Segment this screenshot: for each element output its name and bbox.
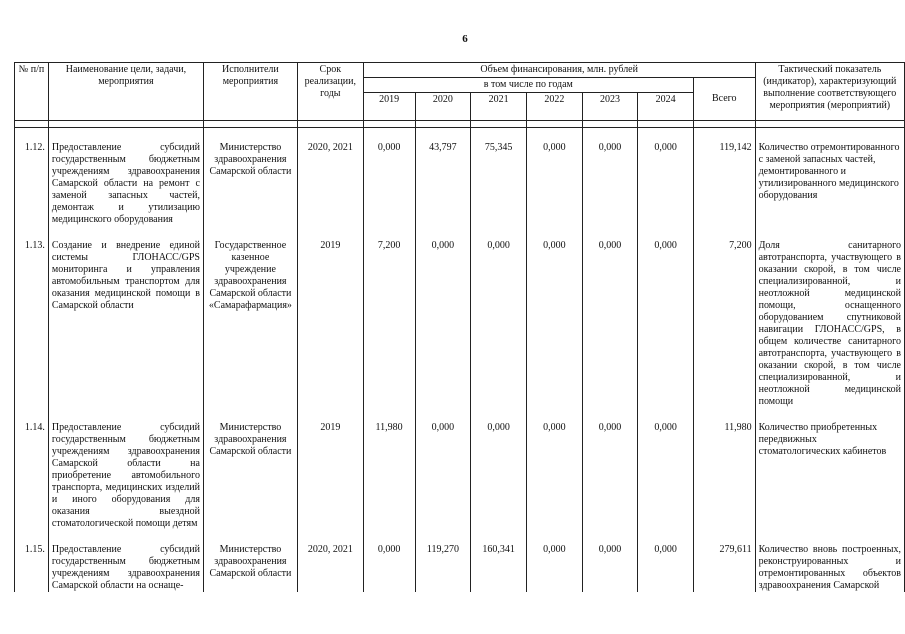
row-value-2020: 0,000 (415, 226, 471, 408)
row-indicator: Доля санитарного автотранспорта, участвующего в оказании скорой, в том числе специализированной, и неотложной медицинской помощи, оснащенного оборудованием спутниковой навигации ГЛОНАСС/GPS, в общем количестве санитарного автотранспорта, участвующего в оказании скорой, в том числе специализированной, и неотложной медицинской помощи (755, 226, 904, 408)
header-year: 2024 (638, 93, 694, 121)
row-name: Предоставление субсидий государственным бюджетным учреждениям здравоохранения Самарской области на приобретение автомобильного транспорта, медицинских изделий и иного оборудования для оказания выездной стоматологической помощи детям (48, 408, 203, 530)
row-value-2021: 0,000 (471, 408, 527, 530)
row-value-2023: 0,000 (582, 226, 638, 408)
row-executor: Министерство здравоохранения Самарской области (203, 408, 297, 530)
row-term: 2019 (297, 408, 363, 530)
program-table (14, 62, 905, 592)
row-value-2024: 0,000 (638, 408, 694, 530)
row-value-2019: 7,200 (363, 226, 415, 408)
row-value-2022: 0,000 (527, 128, 583, 227)
row-value-2024: 0,000 (638, 530, 694, 592)
table-row (15, 226, 905, 408)
row-value-2022: 0,000 (527, 408, 583, 530)
row-value-2019: 0,000 (363, 128, 415, 227)
header-year: 2022 (527, 93, 583, 121)
row-value-2023: 0,000 (582, 128, 638, 227)
header-name: Наименование цели, задачи, мероприятия (48, 63, 203, 121)
header-funding: Объем финансирования, млн. рублей (363, 63, 755, 78)
row-value-2024: 0,000 (638, 128, 694, 227)
table-row (15, 530, 905, 592)
header-by-years: в том числе по годам (363, 78, 693, 93)
row-number: 1.15. (15, 530, 49, 592)
row-value-2021: 75,345 (471, 128, 527, 227)
row-total: 119,142 (693, 128, 755, 227)
row-value-2023: 0,000 (582, 408, 638, 530)
row-value-2020: 43,797 (415, 128, 471, 227)
row-value-2020: 119,270 (415, 530, 471, 592)
header-year: 2023 (582, 93, 638, 121)
header-indicator: Тактический показатель (индикатор), характеризующий выполнение соответствующего мероприятия (мероприятий) (755, 63, 904, 121)
row-value-2022: 0,000 (527, 530, 583, 592)
row-indicator: Количество приобретенных передвижных стоматологических кабинетов (755, 408, 904, 530)
row-executor: Государственное казенное учреждение здравоохранения Самарской области «Самарафармация» (203, 226, 297, 408)
row-name: Предоставление субсидий государственным бюджетным учреждениям здравоохранения Самарской области на оснаще- (48, 530, 203, 592)
row-number: 1.14. (15, 408, 49, 530)
header-num: № п/п (15, 63, 49, 121)
row-total: 11,980 (693, 408, 755, 530)
header-total: Всего (693, 78, 755, 121)
row-indicator: Количество отремонтированного с заменой запасных частей, демонтированного и утилизированного медицинского оборудования (755, 128, 904, 227)
table-row (15, 408, 905, 530)
row-term: 2020, 2021 (297, 128, 363, 227)
row-executor: Министерство здравоохранения Самарской области (203, 530, 297, 592)
row-executor: Министерство здравоохранения Самарской области (203, 128, 297, 227)
row-total: 279,611 (693, 530, 755, 592)
row-indicator: Количество вновь построенных, реконструированных и отремонтированных объектов здравоохранения Самарской (755, 530, 904, 592)
row-value-2019: 11,980 (363, 408, 415, 530)
row-value-2022: 0,000 (527, 226, 583, 408)
header-year: 2019 (363, 93, 415, 121)
row-value-2021: 0,000 (471, 226, 527, 408)
row-value-2021: 160,341 (471, 530, 527, 592)
row-number: 1.13. (15, 226, 49, 408)
row-value-2019: 0,000 (363, 530, 415, 592)
row-value-2024: 0,000 (638, 226, 694, 408)
header-year: 2020 (415, 93, 471, 121)
row-value-2023: 0,000 (582, 530, 638, 592)
row-number: 1.12. (15, 128, 49, 227)
header-term: Срок реализации, годы (297, 63, 363, 121)
row-total: 7,200 (693, 226, 755, 408)
page-number: 6 (462, 33, 468, 45)
row-name: Создание и внедрение единой системы ГЛОНАСС/GPS мониторинга и управления автомобильным транспортом для оказания медицинской помощи в Самарской области (48, 226, 203, 408)
header-year: 2021 (471, 93, 527, 121)
row-term: 2020, 2021 (297, 530, 363, 592)
header-executors: Исполнители мероприятия (203, 63, 297, 121)
row-term: 2019 (297, 226, 363, 408)
table-row (15, 128, 905, 227)
row-name: Предоставление субсидий государственным бюджетным учреждениям здравоохранения Самарской области на ремонт с заменой запасных частей, демонтаж и утилизацию медицинского оборудования (48, 128, 203, 227)
row-value-2020: 0,000 (415, 408, 471, 530)
